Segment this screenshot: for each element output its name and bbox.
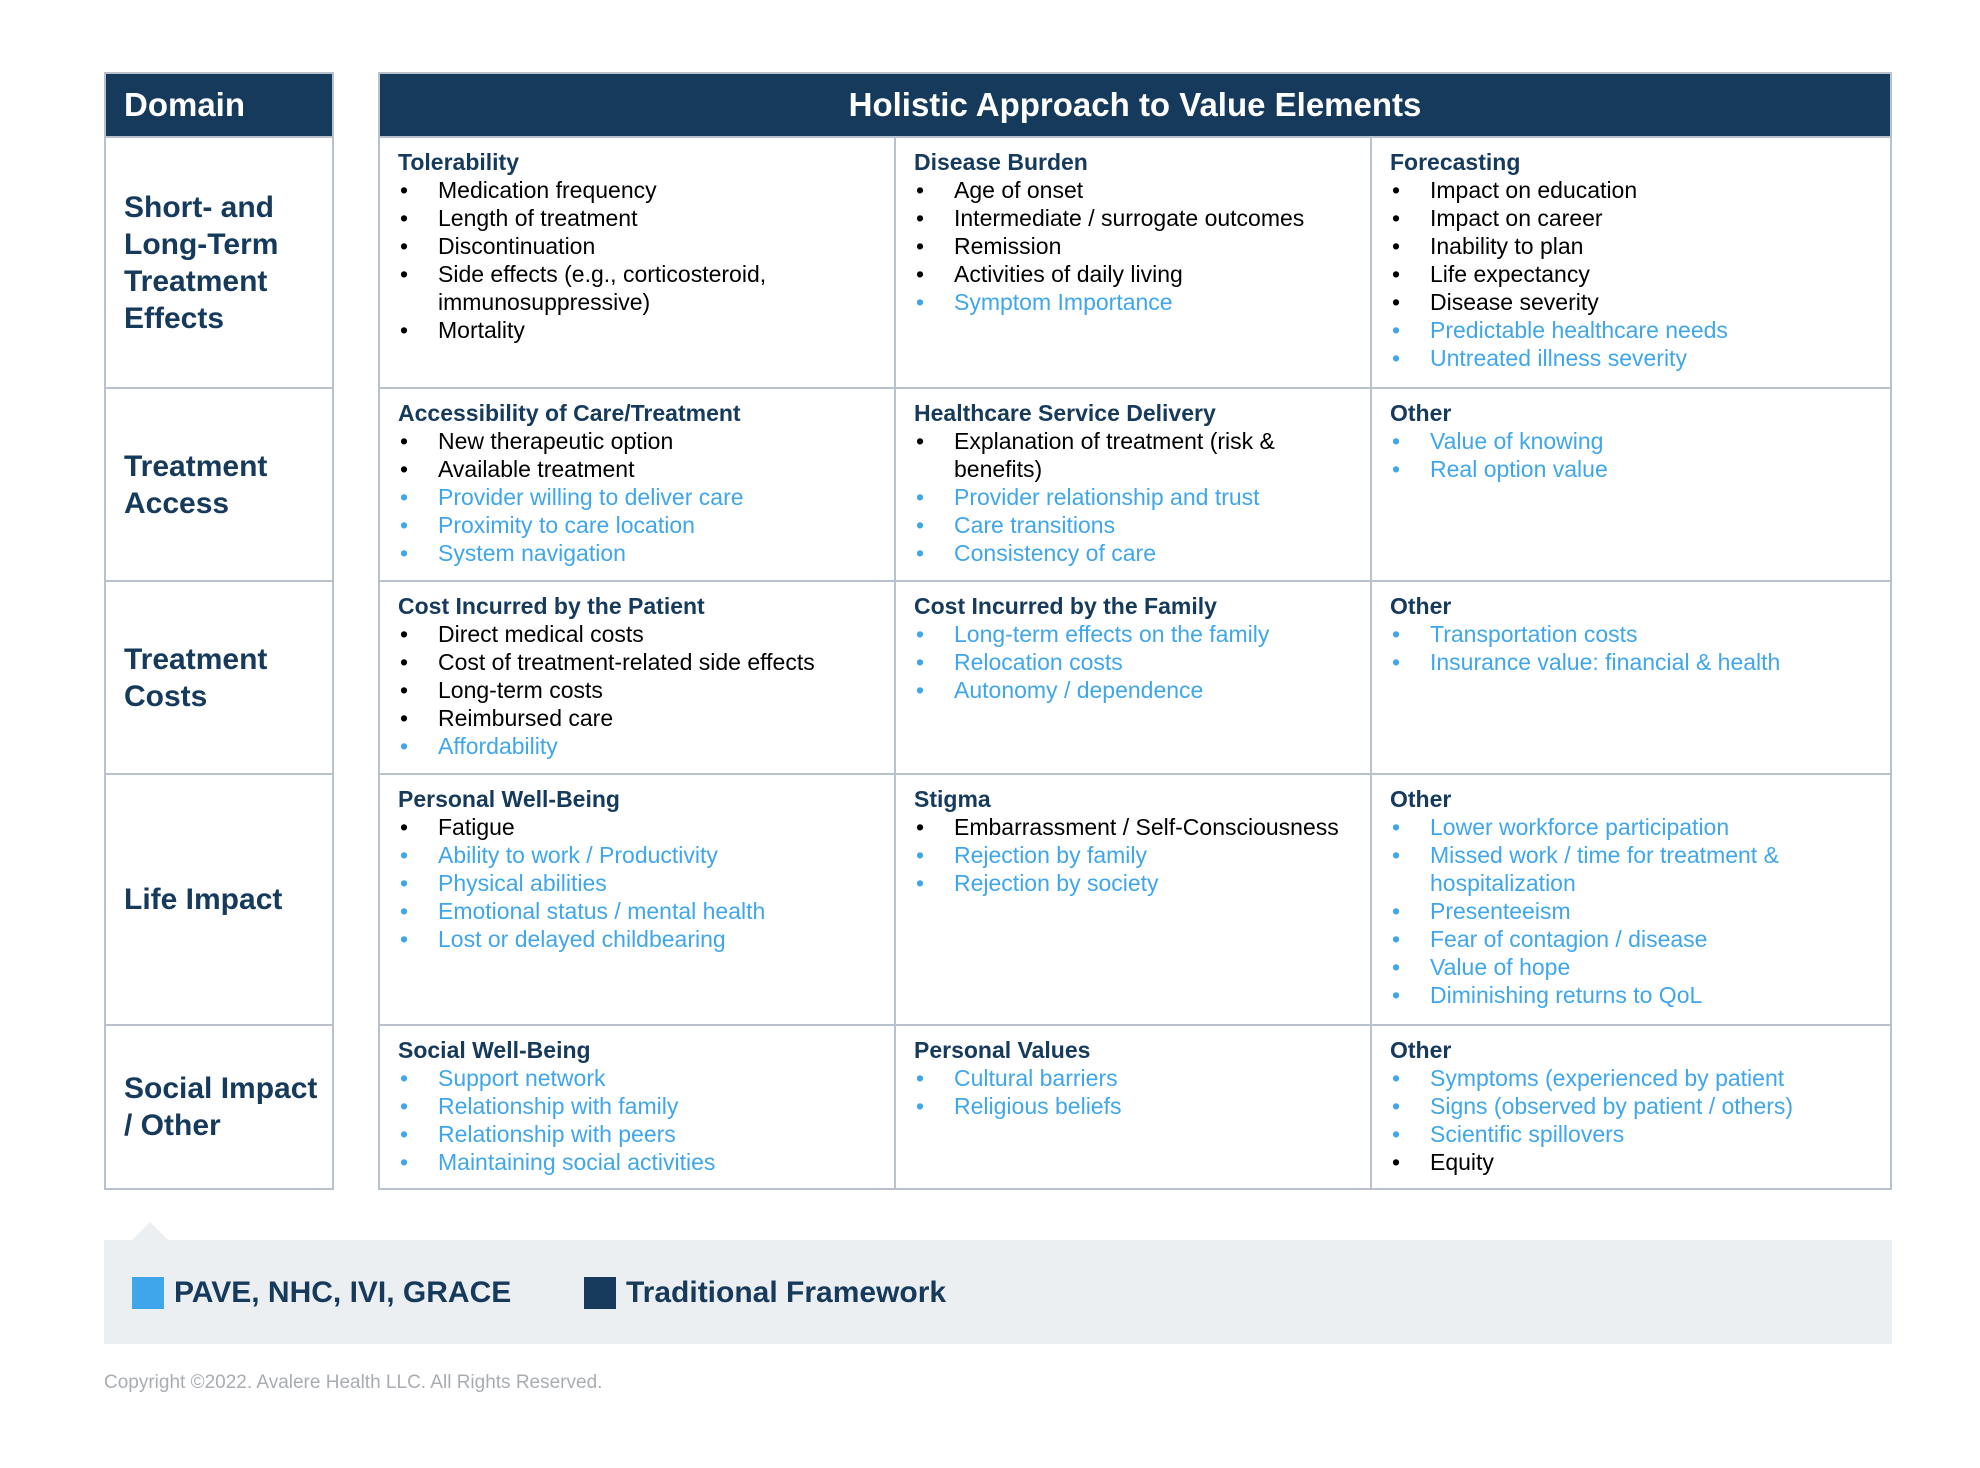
value-element: • Fear of contagion / disease (1390, 925, 1880, 953)
legend-item-pave (132, 1276, 511, 1310)
value-cell-healthcare-service-delivery (894, 389, 1370, 580)
value-element: • Value of hope (1390, 953, 1880, 981)
value-cell-accessibility-of-care-treatment (380, 389, 894, 580)
value-element: • Side effects (e.g., corticosteroid, immunosuppressive) (398, 260, 884, 316)
value-element: • Direct medical costs (398, 620, 884, 648)
domain-column (104, 72, 334, 1190)
value-cell-personal-well-being (380, 775, 894, 1024)
value-element: • Relationship with peers (398, 1120, 884, 1148)
category-title: Other (1390, 593, 1452, 619)
value-element-list (1390, 620, 1880, 676)
value-element: • Equity (1390, 1148, 1880, 1176)
value-element-list (398, 813, 884, 953)
value-cell-social-well-being (380, 1026, 894, 1188)
value-element: • Lower workforce participation (1390, 813, 1880, 841)
value-element: • Lost or delayed childbearing (398, 925, 884, 953)
value-element-list (914, 620, 1360, 704)
legend (104, 1240, 1892, 1344)
value-element: • Disease severity (1390, 288, 1880, 316)
value-element: • System navigation (398, 539, 884, 567)
value-element: • Untreated illness severity (1390, 344, 1880, 372)
category-title: Cost Incurred by the Family (914, 593, 1217, 619)
value-element-list (398, 620, 884, 760)
domain-short-and-long-term-treatment-effects (106, 136, 332, 387)
value-cell-personal-values (894, 1026, 1370, 1188)
value-element: • Diminishing returns to QoL (1390, 981, 1880, 1009)
value-element: • Available treatment (398, 455, 884, 483)
domain-label: Treatment Access (124, 449, 268, 520)
value-cell-forecasting (1370, 138, 1890, 387)
value-element: • Impact on education (1390, 176, 1880, 204)
value-element: • Maintaining social activities (398, 1148, 884, 1176)
value-element: • Cultural barriers (914, 1064, 1360, 1092)
domain-label: Life Impact (124, 883, 283, 916)
domain-treatment-costs (106, 580, 332, 773)
value-cell-cost-incurred-by-the-family (894, 582, 1370, 773)
category-title: Cost Incurred by the Patient (398, 593, 705, 619)
value-element: • Reimbursed care (398, 704, 884, 732)
value-element: • Symptom Importance (914, 288, 1360, 316)
domain-social-impact-other (106, 1024, 332, 1188)
legend-item-traditional (584, 1276, 946, 1310)
value-element: • Cost of treatment-related side effects (398, 648, 884, 676)
category-title: Social Well-Being (398, 1037, 591, 1063)
category-title: Other (1390, 1037, 1452, 1063)
value-element: • Religious beliefs (914, 1092, 1360, 1120)
value-element: • Consistency of care (914, 539, 1360, 567)
value-element-list (914, 176, 1360, 316)
value-element-list (1390, 176, 1880, 372)
value-element: • Presenteeism (1390, 897, 1880, 925)
domain-header: Domain (106, 74, 332, 136)
grid-header: Holistic Approach to Value Elements (380, 74, 1890, 136)
category-title: Disease Burden (914, 149, 1088, 175)
value-element: • Medication frequency (398, 176, 884, 204)
category-title: Tolerability (398, 149, 519, 175)
value-element: • Activities of daily living (914, 260, 1360, 288)
value-element-list (398, 176, 884, 344)
value-element: • Embarrassment / Self-Consciousness (914, 813, 1360, 841)
category-title: Personal Values (914, 1037, 1091, 1063)
category-title: Other (1390, 400, 1452, 426)
domain-label: Treatment Costs (124, 642, 268, 713)
domain-label: Short- and Long-Term Treatment Effects (124, 190, 279, 335)
value-element: • Rejection by society (914, 869, 1360, 897)
value-element: • Long-term effects on the family (914, 620, 1360, 648)
value-cell-stigma (894, 775, 1370, 1024)
value-element: • Emotional status / mental health (398, 897, 884, 925)
value-element: • Value of knowing (1390, 427, 1880, 455)
value-elements-grid (378, 72, 1892, 1190)
value-cell-other (1370, 582, 1890, 773)
value-element: • Signs (observed by patient / others) (1390, 1092, 1880, 1120)
value-element: • Mortality (398, 316, 884, 344)
value-element: • Age of onset (914, 176, 1360, 204)
value-element-list (914, 813, 1360, 897)
category-title: Personal Well-Being (398, 786, 620, 812)
value-element: • Rejection by family (914, 841, 1360, 869)
value-element: • Relocation costs (914, 648, 1360, 676)
grid-row-treatment-costs (380, 580, 1890, 773)
grid-row-treatment-access (380, 387, 1890, 580)
value-element-list (1390, 427, 1880, 483)
copyright: Copyright ©2022. Avalere Health LLC. All Rights Reserved. (104, 1372, 603, 1393)
value-element: • Inability to plan (1390, 232, 1880, 260)
grid-row-social-impact-other (380, 1024, 1890, 1188)
value-element: • Scientific spillovers (1390, 1120, 1880, 1148)
value-element: • Provider relationship and trust (914, 483, 1360, 511)
value-element: • Life expectancy (1390, 260, 1880, 288)
category-title: Healthcare Service Delivery (914, 400, 1216, 426)
value-element: • Predictable healthcare needs (1390, 316, 1880, 344)
value-element: • Impact on career (1390, 204, 1880, 232)
value-element: • Fatigue (398, 813, 884, 841)
value-element-list (398, 1064, 884, 1176)
domain-label: Social Impact / Other (124, 1072, 318, 1142)
value-element: • Relationship with family (398, 1092, 884, 1120)
legend-label: Traditional Framework (626, 1276, 947, 1309)
value-element: • Provider willing to deliver care (398, 483, 884, 511)
value-element: • Affordability (398, 732, 884, 760)
value-cell-disease-burden (894, 138, 1370, 387)
legend-swatch-light-blue (132, 1277, 164, 1309)
value-element: • Remission (914, 232, 1360, 260)
value-element: • Intermediate / surrogate outcomes (914, 204, 1360, 232)
grid-row-short-and-long-term-treatment-effects (380, 136, 1890, 387)
value-element-list (914, 1064, 1360, 1120)
value-element: • Real option value (1390, 455, 1880, 483)
value-element-list (1390, 813, 1880, 1009)
legend-swatch-navy (584, 1277, 616, 1309)
value-element: • Discontinuation (398, 232, 884, 260)
value-element: • Symptoms (experienced by patient (1390, 1064, 1880, 1092)
value-cell-cost-incurred-by-the-patient (380, 582, 894, 773)
domain-treatment-access (106, 387, 332, 580)
value-element: • Length of treatment (398, 204, 884, 232)
value-element: • Support network (398, 1064, 884, 1092)
category-title: Other (1390, 786, 1452, 812)
value-element: • Proximity to care location (398, 511, 884, 539)
value-element: • Physical abilities (398, 869, 884, 897)
category-title: Forecasting (1390, 149, 1521, 175)
value-cell-tolerability (380, 138, 894, 387)
value-element-list (914, 427, 1360, 567)
value-element: • Care transitions (914, 511, 1360, 539)
value-element: • Missed work / time for treatment & hospitalization (1390, 841, 1880, 897)
value-element: • Long-term costs (398, 676, 884, 704)
legend-pointer (132, 1222, 168, 1240)
value-cell-other (1370, 775, 1890, 1024)
value-cell-other (1370, 389, 1890, 580)
value-element: • Ability to work / Productivity (398, 841, 884, 869)
value-element: • New therapeutic option (398, 427, 884, 455)
category-title: Stigma (914, 786, 991, 812)
value-element-list (1390, 1064, 1880, 1176)
value-element: • Autonomy / dependence (914, 676, 1360, 704)
value-element: • Transportation costs (1390, 620, 1880, 648)
value-element: • Explanation of treatment (risk & benefits) (914, 427, 1360, 483)
domain-life-impact (106, 773, 332, 1024)
value-element-list (398, 427, 884, 567)
category-title: Accessibility of Care/Treatment (398, 400, 741, 426)
legend-label: PAVE, NHC, IVI, GRACE (174, 1276, 512, 1309)
value-cell-other (1370, 1026, 1890, 1188)
grid-row-life-impact (380, 773, 1890, 1024)
value-element: • Insurance value: financial & health (1390, 648, 1880, 676)
